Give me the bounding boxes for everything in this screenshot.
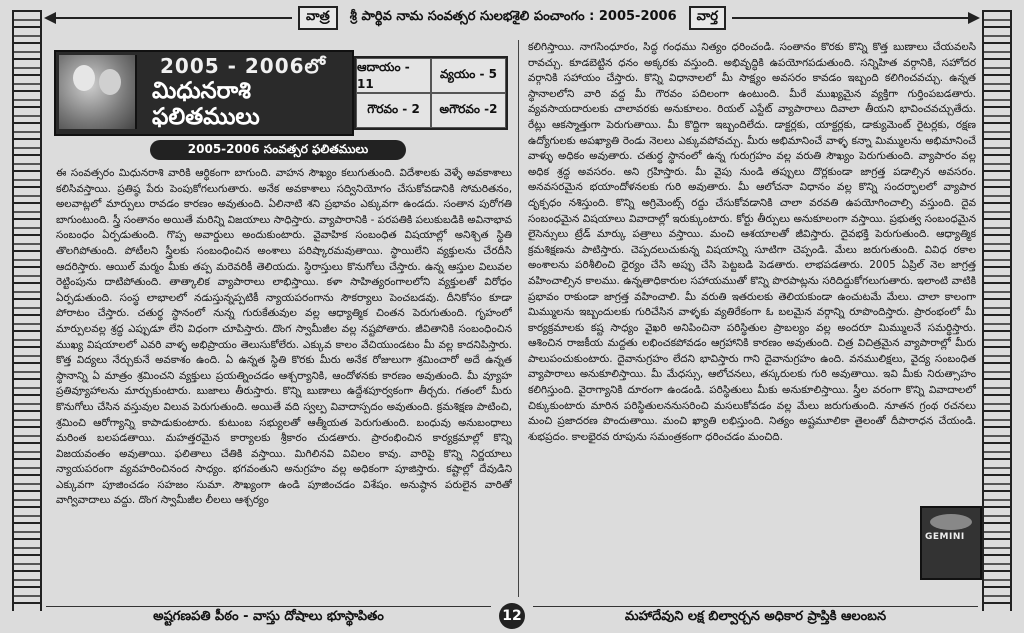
right-ornamental-border <box>982 10 1012 611</box>
income-cell: ఆదాయం - 11 <box>356 58 431 93</box>
expense-cell: వ్యయం - 5 <box>431 58 506 93</box>
deity-illustration <box>59 55 137 129</box>
article-column-left <box>56 166 512 584</box>
article-column-right <box>528 40 976 584</box>
article-paragraph: కలిగిస్తాయి. నాగసింధూరం, సిద్ధ గంధము నిత్యం ధరించండి. సంతానం కొరకు కొన్ని కొత్త బుణాలు చేయవలసి రావచ్చు. కూడబెట్టిన ధనం అక్కరకు వస్తుంది. అభివృద్ధికి ఉపయోగపడుతుంది. సన్నిహిత వర్గానికి, సహోదర వర్గానికి సహాయం చేస్తారు. కొన్ని విధానాలలో మీ సాక్ష్యం అవసరం కావడం ఇబ్బంది కలిగించవచ్చు. ఉన్నత స్థానాలలోని వారి వద్ద మీ గౌరవం పదిలంగా ఉంటుంది. మీరే ముఖ్యమైన వ్యక్తిగా గుర్తింపబడతారు. వ్యవసాయదారులకు చాలావరకు అనుకూలం. రియల్ ఎస్టేట్ వ్యాపారాలు దివాలా తీయని భావించవచ్చుతేదు. రేట్లు ఆకస్మాత్తుగా పెరుగుతాయి. మీ కొద్దిగా ఇబ్బందిలేదు. డాక్టర్లకు, యాక్టర్లకు, డాక్యుమెంట్ రైటర్లకు, రక్షణ ఉద్యోగులకు అపఖ్యాతి రెండు నెలలు ఎక్కువపోవచ్చు. మీరు అభిమానించే వాళ్ళ కన్నా మిమ్ములను అభిమానించే వాళ్ళు అధికం అవుతారు. చతుర్థ స్థానంలో ఉన్న గురుగ్రహం వల్ల వరుతి సౌఖ్యం పెరుగుతుంది. వ్యాపారం వల్ల అధిక శ్రద్ధ అవసరం. అని గ్రహిస్తారు. మీ వైపు నుండి తప్పులు దొర్లకుండా జాగ్రత్త పడాల్సిన అవసరం. అనవసరమైన భయాందోళనలకు గురి అవుతారు. మీ ఆలోచనా విధానం వల్ల కొన్ని సందర్భాలలో వ్యాపార దృక్పధం నశిస్తుంది. కొన్ని అగ్రిమెంట్స్ రద్దు చేసుకోవడానికి చాలా వరవతి ఉపయోగించాల్సి వస్తుంది. దైవ సంబంధమైన విషయాలు వివాదాల్లో ఇరుక్కుంటారు. కోర్టు తీర్పులు అనుకూలంగా వస్తాయి. ప్రభుత్వ సంబంధమైన లైసెన్సులు ట్రేడ్ మార్కు పత్రాలు వస్తాయి. మంచి ఆశయాలతో జీవిస్తారు. దైవభక్తి పెరుగుతుంది. ఆధ్యాత్మిక క్రమశిక్షణను పాటిస్తారు. చెప్పదలుచుకున్న విషయాన్ని సూటిగా చెప్పండి. మేలు జరుగుతుంది. వివిధ రకాల అంశాలను పరిశీలించి ధైర్యం చేసి అప్పు చేసి పెట్టబడి పెడతారు. లాభపడతారు. 2005 ఏప్రిల్ నెల జాగ్రత్త వహించాల్సిన కాలము. ఉన్నతాధికారుల సహాయముతో కొన్ని పొరపాట్లను సరిదిద్దుకోగలుగుతారు. ఇలాంటి వాటికి ప్రభావం రాకుండా జాగ్రత్త వహించాలి. మీ వరుతి ఇతరులకు తెలియకుండా ఉంచుటమే మేలు. చాలా కాలంగా మిమ్ములను ఇబ్బందులకు గురిచేసిన వాళ్ళకు వ్యతిరేకంగా ఓ బలమైన వర్గాన్ని రూపొందిస్తారు. ప్రారంభంలో మీ కార్యక్రమాలకు కష్ట సాధ్యం వైఖరి అనిపించినా పరిస్థితుల ప్రాబల్యం వల్ల అందరూ మిమ్ములనే సమర్థిస్తారు. ఆశించిన రాజకీయ మద్దతు లభించకపోవడం ఆగ్రహానికి కారణం అవుతుంది. చిత్ర విచిత్రమైన వ్యాపారాల్లో మీరు పాలుపంచుకుంటారు. దైవానుగ్రహం లేదని భావిస్తారు గాని దైవానుగ్రహం ఉంది. వనములిక్షలు, వైద్య సంబంధిత వ్యాపారాలు అనుకూలిస్తాయి. మీ మేధస్సు, ఆలోచనలు, తస్కరులకు గురి అవుతాయి. ఇవి మీకు నిరుత్సాహం కలిగిస్తుంది. వైరాగ్యానికి దూరంగా ఉండండి. పరిస్థితులు మీకు అనుకూలిస్తాయి. స్త్రీల వరంగా కొన్ని వివాదాలలో చిక్కుకుంటారు మారిన పరిస్థితులననుసరించి మసలుకోవడం వల్ల మేలు జరుగుతుంది. నూతన గ్రంథ రచనలు మంచి ప్రజాదరణ పొందుతాయి. మంచి ఖ్యాతి లభిస్తుంది. నిత్యం అష్టమూలికా తైలంతో దీపారాధన చేయండి. శుభప్రదం. కాలభైరవ రూపును సమంత్రకంగా ధరించడం మంచిది. <box>528 41 976 443</box>
section-subtitle: 2005-2006 సంవత్సర ఫలితములు <box>150 140 406 160</box>
article-paragraph: ఈ సంవత్సరం మిధునరాశి వారికి ఆర్థికంగా బాగుంది. వాహన సౌఖ్యం కలుగుతుంది. విదేశాలకు వెళ్ళే అవకాశాలు కలిసివస్తాయి. ప్రతిష్ఠ పేరు పెంపుకోగలుగుతారు. అనేక అవకాశాలు సద్వినియోగం చేసుకోవడానికి సోమరితనం, అలవాట్లలో మార్పులు రావడం కారణం అవుతుంది. ఏలినాటి శని ప్రభావం ఎక్కువగా ఉండదు. సంతాన పురోగతి బాగుంటుంది. స్త్రీ సంతానం అయితే మరిన్ని విజయాలు సాధిస్తారు. వ్యాపారానికి - పరపతికి పలుకుబడికి అవినాభావ సంబంధం ఏర్పడుతుంది. గొప్ప అవార్డులు అందుకుంటారు. వైవాహిక సంబంధిత విషయాల్లో అనిశ్చిత స్థితి తొలగిపోతుంది. పోటీలని స్త్రీలకు సంబంధించిన అంశాలు పరిష్కారమవుతాయి. స్థాయిలేని వ్యక్తులను చేరదీసి ఆదరిస్తారు. ఆయిల్ మర్మం మీకు తప్ప మరెవరికీ తెలియదు. స్థిరాస్తులు కొనుగోలు చేస్తారు. ఉన్న ఆస్తుల విలువల రెట్టింపును దాటిపోతుంది. తాత్కాలిక వ్యాపారాలు లాభిస్తాయి. కళా సాహిత్యరంగాలలోని వ్యక్తులతో విరోధం ఏర్పడుతుంది. సంస్థ లాభాలలో నడుస్తున్నప్పటికీ న్యాయపరంగాను సౌకర్యాలు పెంచబడవు. దీనికోసం కూడా పోరాటం చేస్తారు. చతుర్థ స్థానంలో నున్న గురుకేతువుల వల్ల ఆధ్యాత్మిక చింతన పెరుగుతుంది. గృహంలో మార్పులవల్ల శ్రద్ధ ఎప్పుడూ లేని విధంగా చూపిస్తారు. దొంగ స్వామీజీల వల్ల నష్టపోతారు. జీవితానికి సంబంధించిన ముఖ్య విషయాలలో ఎవరి వాళ్ళ అభిప్రాయం తెలుసుకోలేరు. ఎక్కువ కాలం వేచియుండటం మీ వల్ల కాదనిపిస్తారు. కొత్త విద్యలు నేర్చుకునే అవకాశం ఉంది. ఏ ఉన్నత స్థితి కొరకు మీరు అనేక రోజులుగా శ్రమించారో అదే ఉన్నత స్థానాన్ని ఏ మాత్రం శ్రమించని వ్యక్తులు ప్రయత్నించడం ఆశ్చర్యానికి, ఆందోళనకు కారణం అవుతుంది. మీ వ్యూహ ప్రతివ్యూహాలను మార్చుకుంటారు. బుజాలు తీరుస్తారు. కొన్ని బుణాలు ఉద్దేశపూర్వకంగా తీర్చరు. గతంలో మీరు కొనుగోలు చేసిన వస్తువుల విలువ పెరుగుతుంది. అయితే వది స్వల్ప వివాదాస్పదం అవుతుంది. క్రమశిక్షణ పాటించి, శ్రమించి ఆరోగ్యాన్ని కాపాడుకుంటారు. కుటుంబ సభ్యులతో ఆత్మీయత పెరుగుతుంది. బంధువు అనుబంధాలు మరింత బలపడతాయి. మహత్తరమైన కార్యాలకు శ్రీకారం చుడతారు. ప్రారంభించిన కార్యక్రమాల్లో కొన్ని విజయవంతం అవుతాయి. ఫలితాలు చేతికి వస్తాయి. మిగిలినవి వివిలం కావు. వారిపై కొన్ని నిర్ణయాలు న్యాయపరంగా వ్యవహరించినంద సాధ్యం. భగవంతుని అనుగ్రహం వల్ల అధికంగా పూజిస్తారు. కష్టాల్లో దేవుడిని ఎక్కువగా పూజించడం సహజం సుమా. సౌఖ్యంగా ఉండి పూజించడం విశేషం. అనుష్ఠాన పరులైన వారితో వాగ్వివాదాలు వద్దు. దొంగ స్వామీజీల లీలలు ఆశ్చర్యం <box>56 167 512 507</box>
header-left-mark: వాత్ర <box>298 6 338 30</box>
header-bar <box>46 4 978 32</box>
dishonour-cell: అగౌరవం -2 <box>431 93 506 128</box>
footer-right-text: మహాదేవుని లక్ష బిల్వార్చన అధికార ప్రాప్తికి ఆలంబన <box>533 606 978 627</box>
title-banner <box>54 50 354 136</box>
gemini-product-image <box>920 506 982 580</box>
left-ornamental-border <box>12 10 42 611</box>
product-badge-label: GEMINI <box>925 532 965 542</box>
page-number: 12 <box>499 603 525 629</box>
header-title: శ్రీ పార్థివ నామ సంవత్సర సులభశైలి పంచాంగం : 2005-2006 <box>349 9 677 24</box>
honour-cell: గౌరవం - 2 <box>356 93 431 128</box>
header-right-mark: వార్త <box>689 6 726 30</box>
income-expense-table <box>354 56 508 130</box>
header-right-arrow <box>732 17 978 19</box>
footer-left-text: అష్టగణపతి పీఠం - వాస్తు దోషాలు భూస్థాపితం <box>46 606 491 627</box>
footer-bar <box>46 603 978 629</box>
header-left-arrow <box>46 17 292 19</box>
column-divider <box>518 40 519 597</box>
title-main: మిధునరాశి ఫలితములు <box>152 78 260 130</box>
title-year: 2005 - 2006లో <box>160 54 327 78</box>
